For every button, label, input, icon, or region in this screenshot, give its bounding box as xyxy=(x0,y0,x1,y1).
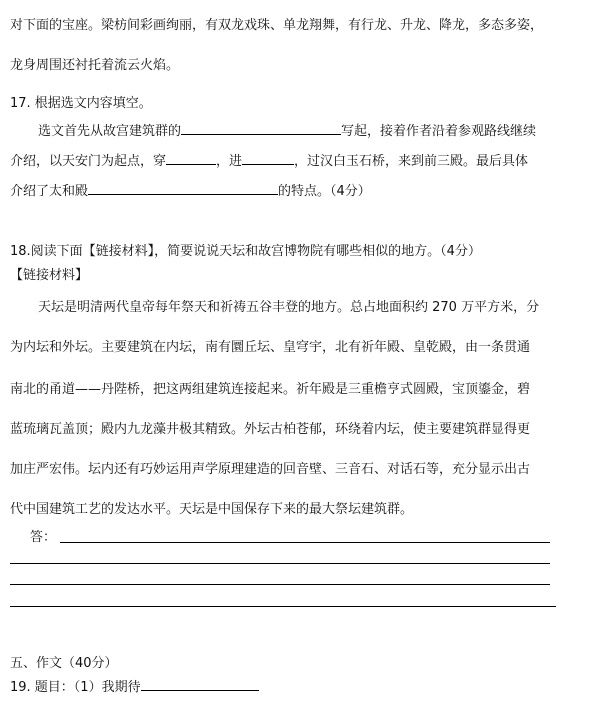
answer-line-2[interactable] xyxy=(10,563,550,564)
material-line-5: 加庄严宏伟。坛内还有巧妙运用声学原理建造的回音壁、三音石、对话石等，充分显示出古 xyxy=(10,462,531,477)
answer-line-4[interactable] xyxy=(10,606,556,607)
q17-text-3a: 介绍了太和殿 xyxy=(10,184,89,199)
q17-line-1 xyxy=(38,120,536,139)
q17-text-3b: 的特点。（4分） xyxy=(278,184,371,199)
q17-line-2 xyxy=(10,150,528,169)
q17-text-2a: 介绍，以天安门为起点，穿 xyxy=(10,154,167,169)
section5-title: 五、作文（40分） xyxy=(10,656,118,671)
material-line-6: 代中国建筑工艺的发达水平。天坛是中国保存下来的最大祭坛建筑群。 xyxy=(10,502,414,517)
q19-blank[interactable] xyxy=(141,676,259,691)
intro-line-2: 龙身周围还衬托着流云火焰。 xyxy=(10,58,180,73)
material-line-1: 天坛是明清两代皇帝每年祭天和祈祷五谷丰登的地方。总占地面积约 270 万平方米，分 xyxy=(38,300,540,315)
q17-text-1a: 选文首先从故宫建筑群的 xyxy=(38,124,182,139)
material-label: 【链接材料】 xyxy=(10,268,89,283)
q17-blank-4[interactable] xyxy=(88,180,278,195)
q17-text-2c: ，过汉白玉石桥，来到前三殿。最后具体 xyxy=(294,154,529,169)
material-line-3: 南北的甬道——丹陛桥，把这两组建筑连接起来。祈年殿是三重檐亨式圆殿，宝顶鎏金，碧 xyxy=(10,382,531,397)
q17-blank-1[interactable] xyxy=(181,120,341,135)
material-line-4: 蓝琉璃瓦盖顶；殿内九龙藻井极其精致。外坛古柏苍郁，环绕着内坛，使主要建筑群显得更 xyxy=(10,422,531,437)
answer-label: 答： xyxy=(30,530,57,545)
answer-line-3[interactable] xyxy=(10,584,550,585)
q17-blank-2[interactable] xyxy=(166,150,216,165)
q17-title: 17. 根据选文内容填空。 xyxy=(10,96,152,111)
material-line-2: 为内坛和外坛。主要建筑在内坛，南有圜丘坛、皇穹宇，北有祈年殿、皇乾殿，由一条贯通 xyxy=(10,340,531,355)
q17-text-2b: ，进 xyxy=(216,154,243,169)
q19-line xyxy=(10,676,259,695)
q17-line-3 xyxy=(10,180,371,199)
q19-label: 19. 题目：（1）我期待 xyxy=(10,680,141,695)
q17-blank-3[interactable] xyxy=(242,150,294,165)
q18-title: 18.阅读下面【链接材料】，简要说说天坛和故宫博物院有哪些相似的地方。（4分） xyxy=(10,244,481,259)
intro-line-1: 对下面的宝座。梁枋间彩画绚丽，有双龙戏珠、单龙翔舞，有行龙、升龙、降龙，多态多姿， xyxy=(10,18,544,33)
answer-line-1[interactable] xyxy=(60,542,550,543)
q17-text-1b: 写起，接着作者沿着参观路线继续 xyxy=(341,124,537,139)
